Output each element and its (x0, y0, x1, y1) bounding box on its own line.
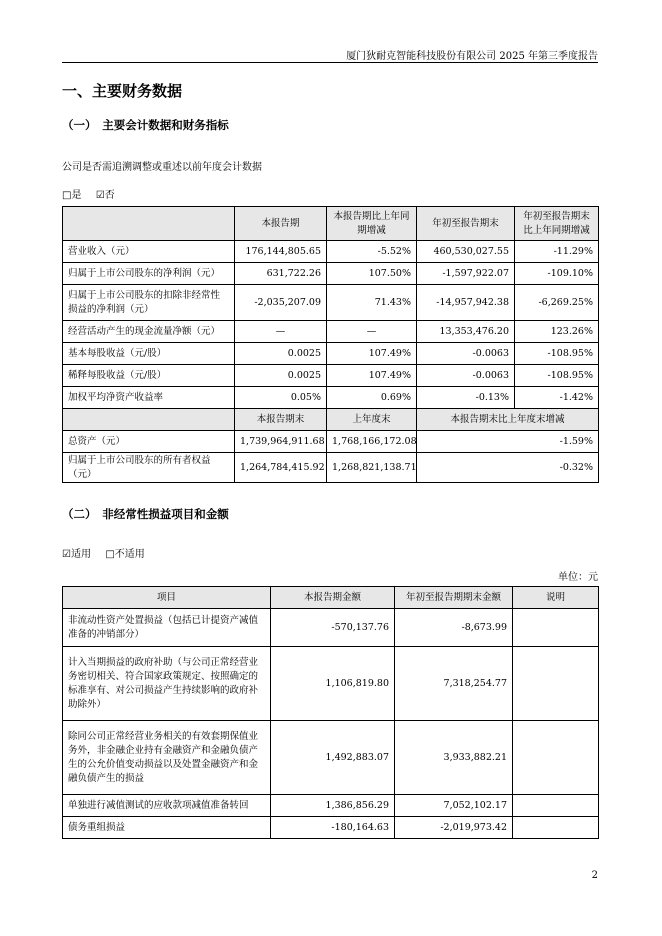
cell-value: -108.95% (515, 343, 599, 365)
cell-value: 1,264,784,415.92 (235, 453, 327, 483)
header-cell: 说明 (513, 587, 599, 609)
cell-value: 0.0025 (235, 343, 327, 365)
unit-label: 单位：元 (558, 572, 598, 583)
cell-value: -0.13% (417, 387, 515, 409)
row-label: 归属于上市公司股东的所有者权益（元） (63, 453, 235, 483)
cell-note (513, 795, 599, 817)
subsection-title-1: （一） 主要会计数据和财务指标 (62, 118, 229, 132)
header-cell: 年初至报告期末比上年同期增减 (515, 207, 599, 241)
financial-data-table (62, 206, 599, 483)
cell-value: 71.43% (327, 285, 417, 321)
header-cell: 本报告期末 (235, 409, 327, 431)
row-label: 非流动性资产处置损益（包括已计提资产减值准备的冲销部分） (63, 609, 271, 647)
cell-value: -1,597,922.07 (417, 263, 515, 285)
row-label: 除同公司正常经营业务相关的有效套期保值业务外，非金融企业持有金融资产和金融负债产生的公允价值变动损益以及处置金融资产和金融负债产生的损益 (63, 721, 271, 795)
table-row (63, 721, 599, 795)
table-header-row (63, 207, 599, 241)
header-cell: 上年度末 (327, 409, 417, 431)
cell-value: 1,768,166,172.08 (327, 431, 417, 453)
table-subheader-row (63, 409, 599, 431)
cell-value: 0.0025 (235, 365, 327, 387)
header-cell (63, 409, 235, 431)
checkbox-not-applicable[interactable]: □不适用 (105, 549, 145, 560)
table-row (63, 609, 599, 647)
cell-value: 631,722.26 (235, 263, 327, 285)
cell-value: 1,739,964,911.68 (235, 431, 327, 453)
cell-value: -1.42% (515, 387, 599, 409)
row-label: 归属于上市公司股东的净利润（元） (63, 263, 235, 285)
cell-value: 107.49% (327, 365, 417, 387)
row-label: 单独进行减值测试的应收款项减值准备转回 (63, 795, 271, 817)
cell-value: -108.95% (515, 365, 599, 387)
cell-note (513, 609, 599, 647)
cell-value: 1,268,821,138.71 (327, 453, 417, 483)
row-label: 稀释每股收益（元/股） (63, 365, 235, 387)
table-row (63, 817, 599, 839)
row-label: 加权平均净资产收益率 (63, 387, 235, 409)
row-label: 债务重组损益 (63, 817, 271, 839)
cell-value: -570,137.76 (271, 609, 395, 647)
cell-value: 0.69% (327, 387, 417, 409)
cell-value: -109.10% (515, 263, 599, 285)
header-cell: 年初至报告期期末金额 (395, 587, 513, 609)
section-title: 一、主要财务数据 (62, 82, 183, 100)
cell-note (513, 817, 599, 839)
cell-note (513, 721, 599, 795)
cell-value: 1,106,819.80 (271, 647, 395, 721)
cell-note (513, 647, 599, 721)
cell-value: 3,933,882.21 (395, 721, 513, 795)
cell-value: -8,673.99 (395, 609, 513, 647)
header-cell: 本报告期 (235, 207, 327, 241)
cell-value: 123.26% (515, 321, 599, 343)
cell-value: 13,353,476.20 (417, 321, 515, 343)
header-cell: 本报告期比上年同期增减 (327, 207, 417, 241)
page-header (62, 42, 598, 63)
cell-value: 460,530,027.55 (417, 241, 515, 263)
cell-value: -11.29% (515, 241, 599, 263)
header-cell: 年初至报告期末 (417, 207, 515, 241)
cell-value: 1,386,856.29 (271, 795, 395, 817)
cell-value: -14,957,942.38 (417, 285, 515, 321)
table-row (63, 431, 599, 453)
subsection-title-2: （二） 非经常性损益项目和金额 (62, 507, 229, 521)
header-cell: 本报告期金额 (271, 587, 395, 609)
table-header-row (63, 587, 599, 609)
cell-value: -5.52% (327, 241, 417, 263)
row-label: 经营活动产生的现金流量净额（元） (63, 321, 235, 343)
cell-value: 107.49% (327, 343, 417, 365)
retro-options (62, 186, 115, 201)
row-label: 基本每股收益（元/股） (63, 343, 235, 365)
cell-value: -6,269.25% (515, 285, 599, 321)
cell-value: 0.05% (235, 387, 327, 409)
cell-value: -180,164.63 (271, 817, 395, 839)
cell-value: — (327, 321, 417, 343)
cell-value: 107.50% (327, 263, 417, 285)
cell-value: -2,035,207.09 (235, 285, 327, 321)
cell-value: — (235, 321, 327, 343)
table-row (63, 285, 599, 321)
header-cell (63, 207, 235, 241)
cell-value: -0.0063 (417, 365, 515, 387)
table-row (63, 241, 599, 263)
page-number: 2 (591, 870, 598, 881)
cell-value: 7,318,254.77 (395, 647, 513, 721)
header-cell: 本报告期末比上年度末增减 (417, 409, 599, 431)
applicable-options (62, 545, 145, 560)
non-recurring-table (62, 586, 599, 839)
checkbox-no[interactable]: ☑否 (95, 190, 115, 201)
header-cell: 项目 (63, 587, 271, 609)
table-row (63, 343, 599, 365)
table-row (63, 647, 599, 721)
cell-value: -1.59% (417, 431, 599, 453)
cell-value: 7,052,102.17 (395, 795, 513, 817)
checkbox-applicable[interactable]: ☑适用 (62, 549, 91, 560)
table-row (63, 365, 599, 387)
row-label: 营业收入（元） (63, 241, 235, 263)
cell-value: 176,144,805.65 (235, 241, 327, 263)
table-row (63, 795, 599, 817)
table-row (63, 321, 599, 343)
cell-value: -2,019,973.42 (395, 817, 513, 839)
header-title: 厦门狄耐克智能科技股份有限公司 2025 年第三季度报告 (346, 51, 598, 62)
retro-question: 公司是否需追溯调整或重述以前年度会计数据 (62, 162, 262, 173)
checkbox-yes[interactable]: □是 (62, 190, 82, 201)
cell-value: -0.32% (417, 453, 599, 483)
row-label: 总资产（元） (63, 431, 235, 453)
table-row (63, 387, 599, 409)
cell-value: 1,492,883.07 (271, 721, 395, 795)
row-label: 计入当期损益的政府补助（与公司正常经营业务密切相关、符合国家政策规定、按照确定的标准享有、对公司损益产生持续影响的政府补助除外） (63, 647, 271, 721)
cell-value: -0.0063 (417, 343, 515, 365)
row-label: 归属于上市公司股东的扣除非经常性损益的净利润（元） (63, 285, 235, 321)
table-row (63, 453, 599, 483)
table-row (63, 263, 599, 285)
